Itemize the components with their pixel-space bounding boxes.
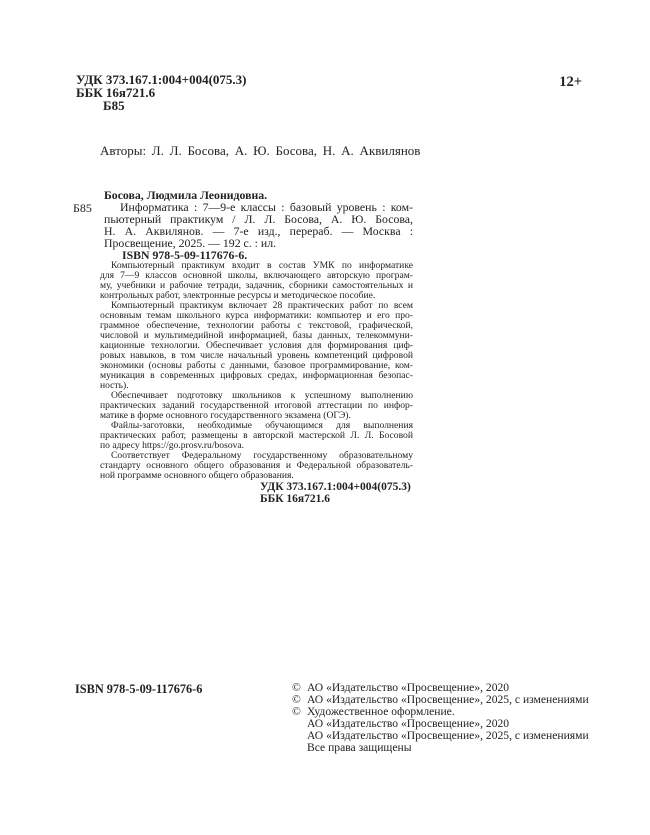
annotation-line: Компьютерный практикум входит в состав УМК по информатике	[111, 260, 413, 271]
annotation-line: для 7—9 классов основной школы, включающего авторскую програм-	[100, 270, 413, 281]
annotation-line: по адресу https://go.prosv.ru/bosova.	[100, 440, 245, 451]
copyright-text: Все права защищены	[307, 741, 412, 755]
annotation-line: Обеспечивает подготовку школьников к успешному выполнению	[111, 390, 413, 401]
udk-code: УДК 373.167.1:004+004(075.3)	[76, 72, 247, 87]
bib-margin-sign: Б85	[73, 201, 92, 215]
imprint-bbk: ББК 16я721.6	[260, 493, 331, 506]
author-sign: Б85	[103, 98, 125, 113]
footer-isbn: ISBN 978-5-09-117676-6	[75, 682, 203, 696]
copyright-text: АО «Издательство «Просвещение», 2025, с изменениями	[307, 693, 589, 707]
imprint-udk: УДК 373.167.1:004+004(075.3)	[260, 481, 411, 493]
bib-line: Просвещение, 2025. — 192 с. : ил.	[104, 236, 277, 250]
bib-author-heading: Босова, Людмила Леонидовна.	[104, 188, 268, 202]
annotation-line: граммное обеспечение, технологии работы с текстовой, графической,	[100, 320, 413, 331]
annotation-line: ность).	[100, 380, 129, 391]
imprint-codes	[260, 481, 411, 506]
annotation-line: практических работ, размещены в авторской мастерской Л. Л. Босовой	[100, 430, 413, 441]
annotation-line: му, учебники и рабочие тетради, задачник, сборники самостоятельных и	[100, 280, 413, 291]
classification-block	[76, 73, 247, 112]
bib-line: Н. А. Аквилянов. — 7-е изд., перераб. — Москва :	[104, 224, 413, 238]
bbk-code: ББК 16я721.6	[76, 85, 156, 100]
copyright-symbol: ©	[292, 681, 301, 694]
annotation-line: Соответствует Федеральному государственному образовательному	[111, 450, 413, 461]
annotation-line: Файлы-заготовки, необходимые обучающимся для выполнения	[111, 420, 413, 431]
annotation-line: числовой и мультимедийной информацией, базы данных, телекоммуни-	[100, 330, 413, 341]
copyright-symbol	[292, 718, 307, 730]
copyright-symbol: ©	[292, 705, 301, 719]
copyright-text: Художественное оформление.	[307, 705, 455, 719]
copyright-block	[292, 682, 589, 754]
annotation-line: ровых навыков, в том числе начальный уровень компетенций цифровой	[100, 350, 413, 361]
copyright-symbol: ©	[292, 693, 301, 707]
annotation-line: ной программе основного общего образования.	[100, 470, 294, 481]
annotation-line: Компьютерный практикум включает 28 практических работ по всем	[111, 300, 413, 311]
age-rating-badge: 12+	[559, 74, 582, 90]
annotation	[100, 261, 413, 481]
annotation-line: контрольных работ, электронные ресурсы и методическое пособие.	[100, 290, 376, 301]
copyright-text: АО «Издательство «Просвещение», 2020	[307, 717, 510, 731]
bib-isbn: ISBN 978-5-09-117676-6.	[122, 248, 248, 262]
annotation-line: основным темам школьного курса информатики: компьютер и его про-	[100, 310, 413, 321]
copyright-text: АО «Издательство «Просвещение», 2025, с изменениями	[307, 729, 589, 743]
annotation-line: экономики (основы работы с данными, базовое программирование, ком-	[100, 360, 413, 371]
annotation-line: практических заданий государственной итоговой аттестации по инфор-	[100, 400, 413, 411]
bib-line: пьютерный практикум / Л. Л. Босова, А. Ю. Босова,	[104, 212, 413, 226]
bib-line: Информатика : 7—9-е классы : базовый уровень : ком-	[120, 200, 413, 214]
copyright-entry	[292, 742, 589, 754]
annotation-line: стандарту основного общего образования и Федеральной образователь-	[100, 460, 413, 471]
bibliographic-entry	[104, 189, 413, 261]
annotation-line: матике в форме основного государственного экзамена (ОГЭ).	[100, 410, 351, 421]
annotation-line: кационные технологии. Обеспечивает условия для формирования циф-	[100, 340, 413, 351]
copyright-symbol	[292, 742, 307, 754]
authors-line: Авторы: Л. Л. Босова, А. Ю. Босова, Н. А. Аквилянов	[100, 143, 421, 158]
copyright-symbol	[292, 730, 307, 742]
copyright-text: АО «Издательство «Просвещение», 2020	[307, 681, 510, 694]
annotation-line: муникация в современных цифровых средах, информационная безопас-	[100, 370, 413, 381]
